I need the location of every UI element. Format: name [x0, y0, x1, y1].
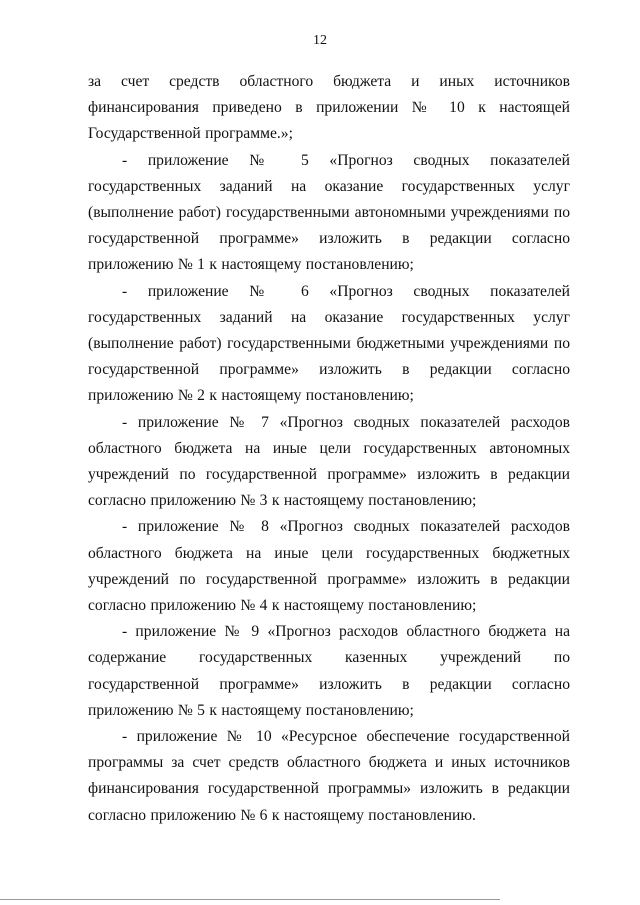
- document-body: [88, 69, 570, 829]
- paragraph-appendix-9: - приложение № 9 «Прогноз расходов областного бюджета на содержание государственных казенных учреждений по государственной программе» изложить в редакции согласно приложению № 5 к настоящему постановлению;: [88, 623, 570, 719]
- paragraph-appendix-8: - приложение № 8 «Прогноз сводных показателей расходов областного бюджета на иные цели государственных бюджетных учреждений по государственной программе» изложить в редакции согласно приложению № 4 к настоящему постановлению;: [88, 518, 570, 615]
- paragraph-appendix-5: - приложение № 5 «Прогноз сводных показателей государственных заданий на оказание государственных услуг (выполнение работ) государственными автономными учреждениями по государственной программе» изложить в редакции согласно приложению № 1 к настоящему постановлению;: [88, 151, 570, 274]
- paragraph-appendix-10: - приложение № 10 «Ресурсное обеспечение государственной программы за счет средств областного бюджета и иных источников финансирования государственной программы» изложить в редакции согласно приложению № 6 к настоящему постановлению.: [88, 728, 570, 824]
- paragraph-appendix-6: - приложение № 6 «Прогноз сводных показателей государственных заданий на оказание государственных услуг (выполнение работ) государственными бюджетными учреждениями по государственной программе» изложить в редакции согласно приложению № 2 к настоящему постановлению;: [88, 282, 570, 405]
- scan-edge-line: [0, 899, 500, 900]
- paragraph-appendix-7: - приложение № 7 «Прогноз сводных показателей расходов областного бюджета на иные цели государственных автономных учреждений по государственной программе» изложить в редакции согласно приложению № 3 к настоящему постановлению;: [88, 413, 570, 510]
- paragraph-continuation: за счет средств областного бюджета и иных источников финансирования приведено в приложении № 10 к настоящей Государственной программе.»;: [88, 73, 570, 143]
- page-number: 12: [313, 33, 327, 48]
